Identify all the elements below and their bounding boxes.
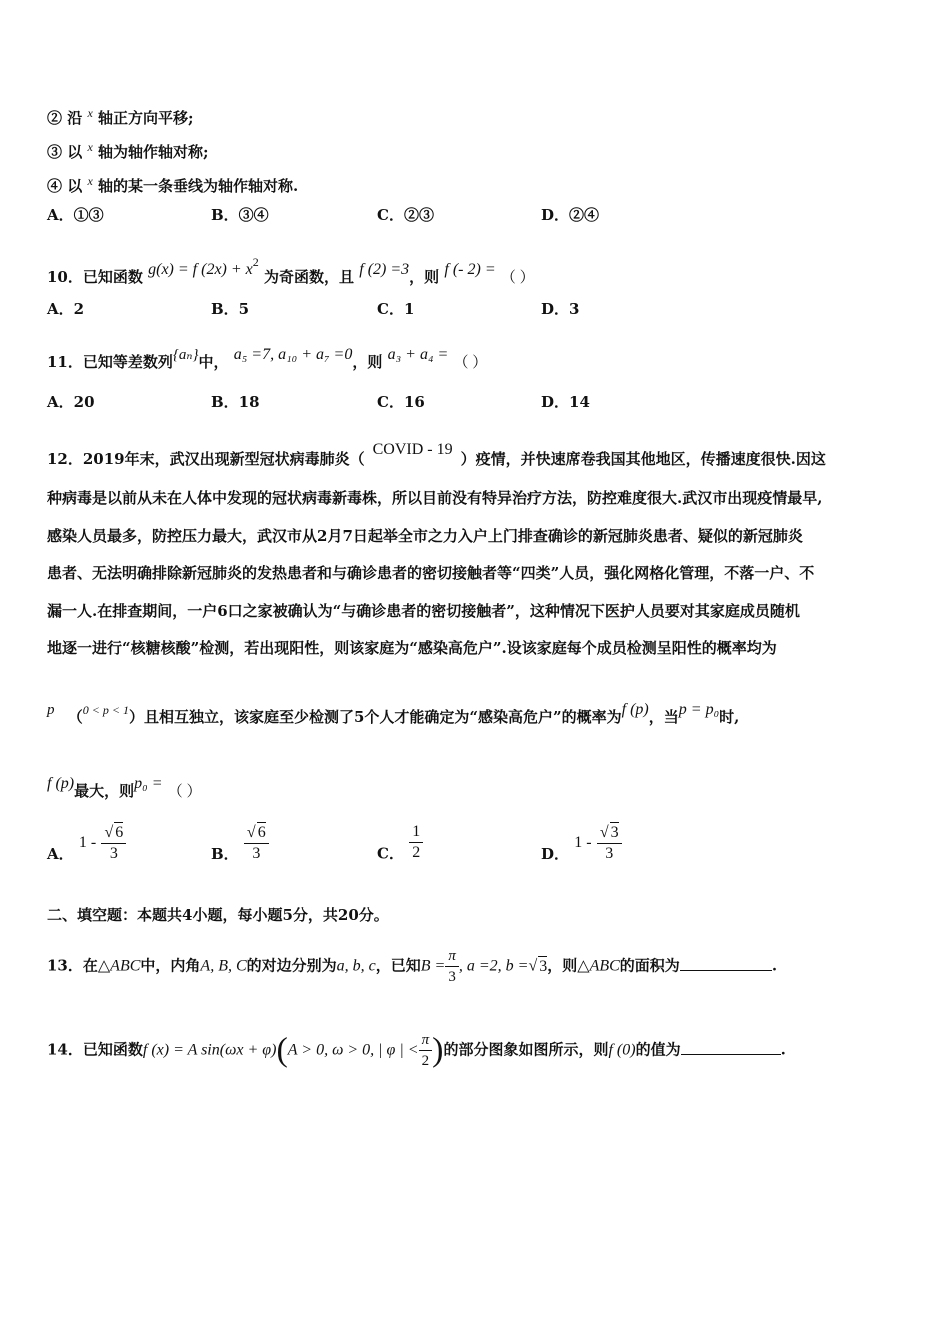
den: 2 [412,844,421,861]
q12-choice-a [47,822,126,864]
den: 3 [109,845,118,862]
q13-mid1: 中，内角 [140,956,201,975]
option-line-4-suffix: 轴的某一条垂线为轴作轴对称. [92,177,299,195]
q12-line7b: ，当 [648,708,679,726]
q11-choice-b: B．18 [211,393,260,411]
q12-line-7 [47,700,739,727]
q12-line7a: ）且相互独立，该家庭至少检测了5个人才能确定为“感染高危户”的概率为 [128,708,622,726]
q12-answer-paren: （ ） [167,784,202,800]
q12-covid: COVID - 19 [372,441,453,458]
num: 1 [409,822,423,843]
q9-choice-c: C．②③ [377,206,434,224]
q10-lead: 10．已知函数 [47,268,143,286]
q11-seq: {aₙ} [172,347,199,363]
pi: π [445,946,459,967]
q13-pi-over-3 [445,946,459,987]
q14-cond: A > 0, ω > 0, | φ | < [287,1041,419,1059]
q10-choice-a: A．2 [47,300,85,318]
q13-triangle-2: △ABC [577,957,620,975]
q13-tail: 的面积为 [619,956,680,975]
radical: √ [599,824,609,841]
var-x: x [87,174,93,188]
q10-stem [47,252,535,288]
q12-line-1 [47,440,826,469]
num: 3 [610,824,619,841]
q12-choice-d [541,822,622,864]
q12-choice-c-label: C． [377,844,404,863]
q10-choice-b: B．5 [211,300,250,318]
q12-choice-a-label: A． [47,845,74,863]
q12-fp: f (p) [621,701,649,718]
q14-mid: 的部分图象如图所示，则 [443,1040,609,1059]
q9-choice-a: A．①③ [47,206,104,224]
q12-range: 0 < p < 1 [82,703,129,717]
q14-answer-blank[interactable] [681,1054,781,1055]
q12-choice-d-pre: 1 - [574,834,592,851]
q12-open: （ [67,708,83,726]
q11-lead: 11．已知等差数列 [47,353,173,371]
q12-fp2: f (p) [47,775,75,792]
q12-line-3: 感染人员最多，防控压力最大，武汉市从2月7日起举全市之力入户上门排查确诊的新冠肺炎患者、疑似的新冠肺炎 [47,527,803,545]
two: 2 [421,1053,430,1069]
option-line-3-prefix: ③ 以 [47,143,88,161]
den: 3 [252,845,261,862]
q10-choice-c: C．1 [377,300,415,318]
q11-condition: a₅ =7, a₁₀ + a₇ =0 [233,346,353,363]
q10-expr-g: g(x) = f (2x) + x [148,261,253,278]
q14-pi-over-2 [419,1030,433,1071]
q11-target: a₃ + a₄ = [387,346,449,363]
section-heading: 二、填空题：本题共4小题，每小题5分，共20分。 [47,906,389,924]
radical: √ [246,824,256,841]
q12-line7c: 时, [719,708,740,726]
q10-exponent: 2 [252,255,259,269]
q12-choice-c [377,822,423,864]
q13-stem [47,946,777,987]
q12-line-5: 漏一人.在排查期间，一户6口之家被确认为“与确诊患者的密切接触者”，这种情况下医护人员要对其家庭成员随机 [47,602,800,620]
q10-expr-f2: f (2) =3 [359,261,410,278]
option-line-3 [47,137,209,162]
q12-choice-b-label: B． [211,845,239,863]
q12-var-p: p [47,702,55,718]
q12-line1b: ）疫情，并快速席卷我国其他地区，传播速度很快.因这 [460,450,826,468]
q13-b-eq: B = [420,957,446,975]
q12-choice-d-label: D． [541,845,570,863]
var-x: x [87,140,93,154]
q11-choice-a: A．20 [47,393,95,411]
num: 6 [257,824,266,841]
q14-stem [47,1030,786,1071]
q12-choice-b-frac [244,822,269,864]
q9-choice-d: D．②④ [541,206,600,224]
q13-sides: a, b, c [336,957,376,975]
num: 6 [115,824,124,841]
q12-line-4: 患者、无法明确排除新冠肺炎的发热患者和与确诊患者的密切接触者等“四类”人员，强化网格化管理，不落一户、不 [47,564,815,582]
q12-choice-d-frac [597,822,622,864]
q12-line-8 [47,774,201,802]
q12-choice-b [211,822,269,864]
pi: π [419,1030,433,1051]
option-line-2 [47,103,194,128]
option-line-3-suffix: 轴为轴作轴对称; [92,143,209,161]
q12-choice-a-frac [101,822,126,864]
q11-stem [47,345,487,373]
q14-rparen: ) [432,1031,444,1069]
var-x: x [87,106,93,120]
q9-choice-b: B．③④ [211,206,269,224]
option-line-4 [47,171,298,196]
q14-end: . [780,1040,786,1059]
q13-mid3: ，已知 [375,956,421,975]
q12-line-6: 地逐一进行“核糖核酸”检测，若出现阳性，则该家庭为“感染高危户”.设该家庭每个成员检测呈阳性的概率均为 [47,639,777,657]
q10-choice-d: D．3 [541,300,580,318]
option-line-2-suffix: 轴正方向平移; [92,109,194,127]
radical: √ [104,824,114,841]
q13-end: . [771,956,778,975]
q11-mid2: ，则 [352,353,383,371]
option-line-4-prefix: ④ 以 [47,177,88,195]
q11-choice-c: C．16 [377,393,425,411]
q13-angles: A, B, C [200,957,247,975]
q14-lparen: ( [276,1031,288,1069]
q12-choice-c-frac [409,822,423,863]
q10-mid1: 为奇函数，且 [264,268,355,286]
option-line-2-prefix: ② 沿 [47,109,88,127]
q13-lead: 13．在 [47,956,98,975]
q12-line8a: 最大，则 [74,782,135,800]
q11-answer-paren: （ ） [453,355,488,371]
three: 3 [448,969,456,985]
q14-f0: f (0) [608,1041,636,1059]
q13-mid4: ，则 [547,956,578,975]
q13-mid2: 的对边分别为 [246,956,337,975]
den: 3 [605,845,614,862]
q14-tail: 的值为 [635,1040,681,1059]
q12-p0: p₀ = [134,775,163,792]
q12-p-eq-p0: p = p₀ [678,701,720,718]
q13-triangle: △ABC [97,957,141,975]
q12-line-2: 种病毒是以前从未在人体中发现的冠状病毒新毒株，所以目前没有特异治疗方法，防控难度很大.武汉市出现疫情最早, [47,489,823,507]
q11-mid1: 中， [198,353,229,371]
q10-mid2: ，则 [409,268,440,286]
q11-choice-d: D．14 [541,393,590,411]
q10-expr-fm2: f (- 2) = [444,261,496,278]
q13-rest: , a =2, b =√ [458,957,538,975]
q12-choice-a-pre: 1 - [78,834,97,851]
q14-func: f (x) = A sin(ωx + φ) [142,1041,277,1059]
q14-lead: 14．已知函数 [47,1040,143,1059]
q10-answer-paren: （ ） [500,270,535,286]
q13-answer-blank[interactable] [680,970,772,971]
q12-line1a: 12．2019年末，武汉出现新型冠状病毒肺炎（ [47,450,365,468]
q13-root3: 3 [539,957,548,975]
